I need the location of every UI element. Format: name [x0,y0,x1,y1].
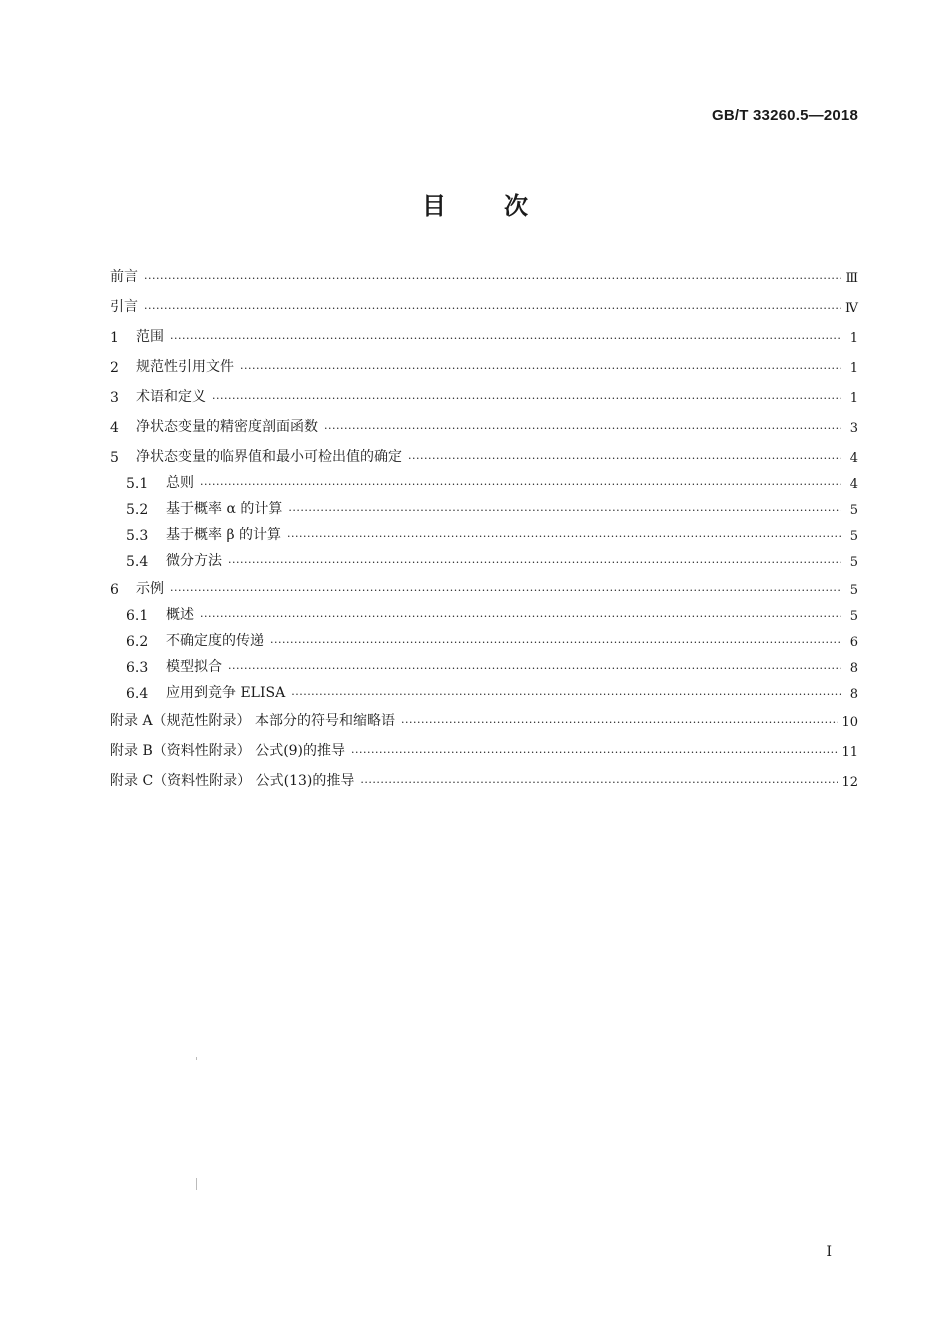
toc-entry-number: 2 [110,360,119,376]
toc-entry[interactable] [110,602,858,624]
toc-leader-dots [228,659,841,673]
toc-entry-label: 规范性引用文件 [136,359,234,375]
toc-entry-label: 不确定度的传递 [166,633,264,649]
toc-entry-label: 附录 A（规范性附录） 本部分的符号和缩略语 [110,713,396,729]
toc-leader-dots [212,389,841,403]
toc-entry-label: 示例 [136,581,164,597]
toc-entry[interactable] [110,548,858,570]
toc-entry-number: 5.3 [126,528,149,544]
toc-entry[interactable] [110,470,858,492]
toc-leader-dots [170,581,841,595]
toc-title [0,186,950,221]
toc-entry-page: 8 [849,661,858,676]
toc-entry-label: 总则 [166,475,194,491]
toc-entry[interactable] [110,708,858,730]
toc-entry-number: 5.4 [126,554,149,570]
toc-entry-page: 5 [849,555,858,570]
toc-entry-label: 附录 C（资料性附录） 公式(13)的推导 [110,773,355,789]
toc-entry-number: 6.4 [126,686,149,702]
toc-entry[interactable] [110,354,858,376]
toc-entry-page: 5 [849,583,858,598]
toc-leader-dots [401,713,838,727]
toc-leader-dots [240,359,841,373]
toc-entry[interactable] [110,414,858,436]
toc-entry-number: 6.3 [126,660,149,676]
toc-entry-number: 3 [110,390,119,406]
toc-entry[interactable] [110,496,858,518]
toc-entry-page: 1 [849,391,858,406]
toc-entry[interactable] [110,384,858,406]
toc-entry-page: 1 [849,361,858,376]
toc-leader-dots [291,685,841,699]
toc-leader-dots [228,553,841,567]
toc-leader-dots [170,329,841,343]
toc-entry-number: 4 [110,420,119,436]
toc-entry-page: 8 [849,687,858,702]
scan-speck [196,1057,197,1060]
scan-speck [196,1178,197,1190]
toc-entry[interactable] [110,294,858,316]
toc-entry-number: 5 [110,450,119,466]
toc-entry-label: 范围 [136,329,164,345]
toc-entry-label: 模型拟合 [166,659,222,675]
toc-entry-page: 4 [849,451,858,466]
toc-entry[interactable] [110,654,858,676]
toc-entry-label: 净状态变量的临界值和最小可检出值的确定 [136,449,402,465]
toc-entry-page: 11 [841,745,858,760]
toc-leader-dots [144,269,841,283]
toc-entry[interactable] [110,628,858,650]
toc-entry[interactable] [110,680,858,702]
toc-entry-label: 附录 B（资料性附录） 公式(9)的推导 [110,743,346,759]
toc-entry-page: 1 [849,331,858,346]
toc-leader-dots [360,773,838,787]
toc-entry-page: 5 [849,609,858,624]
toc-entry-number: 6.2 [126,634,149,650]
toc-entry-page: 12 [841,775,858,790]
toc-entry-label: 基于概率 β 的计算 [166,527,281,543]
toc-leader-dots [288,501,841,515]
toc-entry-number: 5.1 [126,476,149,492]
toc-entry-label: 基于概率 α 的计算 [166,501,283,517]
toc-leader-dots [324,419,841,433]
toc-entry-page: 4 [849,477,858,492]
toc-entry[interactable] [110,324,858,346]
toc-entry-page: 5 [849,503,858,518]
toc-entry[interactable] [110,768,858,790]
toc-entry-label: 应用到竞争 ELISA [166,685,286,701]
toc-entry-label: 微分方法 [166,553,222,569]
toc-leader-dots [408,449,841,463]
toc-leader-dots [200,607,841,621]
toc-entry-page: 3 [849,421,858,436]
toc-entry-label: 概述 [166,607,194,623]
toc-entry-label: 前言 [110,269,138,285]
toc-entry[interactable] [110,264,858,286]
toc-leader-dots [351,743,838,757]
page-number: I [826,1244,832,1260]
toc-entry-page: 5 [849,529,858,544]
toc-title-part2: 次 [504,192,528,220]
toc-entry-page: Ⅳ [845,301,858,316]
toc-entry-label: 术语和定义 [136,389,206,405]
toc-entry[interactable] [110,738,858,760]
toc-leader-dots [270,633,841,647]
toc-leader-dots [200,475,841,489]
toc-entry[interactable] [110,522,858,544]
toc-title-part1: 目 [422,192,446,220]
toc-entry[interactable] [110,444,858,466]
toc-entry-number: 1 [110,330,119,346]
toc-entry-page: Ⅲ [845,271,858,286]
toc-leader-dots [144,299,841,313]
toc-entry[interactable] [110,576,858,598]
toc-entry-label: 净状态变量的精密度剖面函数 [136,419,318,435]
toc-entry-page: 10 [841,715,858,730]
standard-number: GB/T 33260.5—2018 [712,107,858,124]
toc-entry-number: 5.2 [126,502,149,518]
toc-entry-number: 6 [110,582,119,598]
toc-entry-number: 6.1 [126,608,149,624]
toc-entry-page: 6 [849,635,858,650]
toc-entry-label: 引言 [110,299,138,315]
toc-leader-dots [287,527,841,541]
